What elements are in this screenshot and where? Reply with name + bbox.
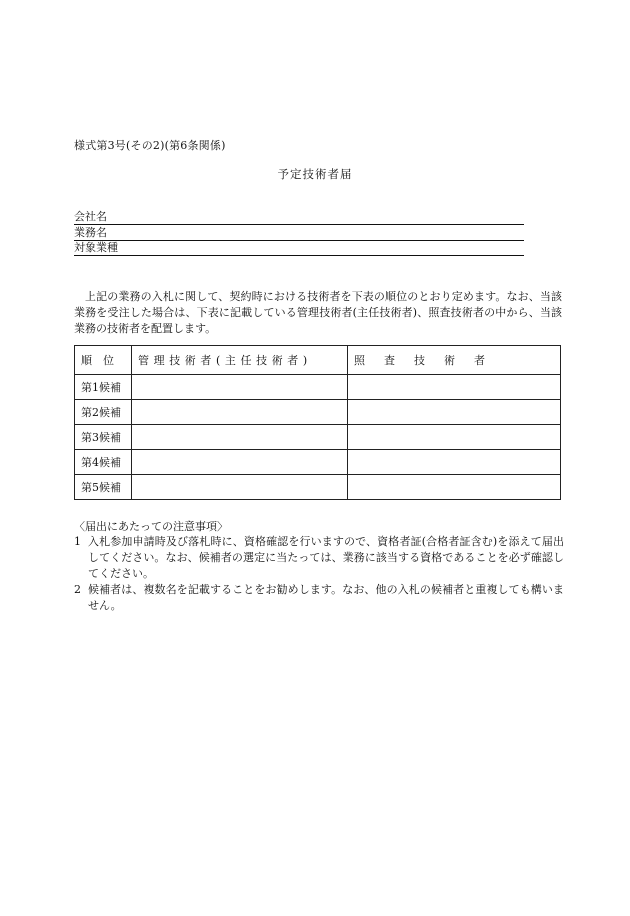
table-row bbox=[75, 450, 561, 475]
reviewer-cell[interactable] bbox=[348, 425, 561, 450]
header-rank bbox=[75, 346, 132, 375]
reviewer-cell[interactable] bbox=[348, 475, 561, 500]
note-text: 候補者は、複数名を記載することをお勧めします。なお、他の入札の候補者と重複しても構いません。 bbox=[88, 583, 564, 612]
company-name-label: 会社名 bbox=[74, 210, 107, 223]
manager-cell[interactable] bbox=[132, 375, 348, 400]
table-row bbox=[75, 400, 561, 425]
note-item bbox=[74, 582, 564, 614]
engineer-table bbox=[74, 345, 561, 500]
table-row bbox=[75, 375, 561, 400]
note-number: 2 bbox=[74, 583, 81, 596]
reviewer-cell[interactable] bbox=[348, 450, 561, 475]
business-category-field[interactable] bbox=[74, 240, 524, 256]
header-reviewer-label: 照 査 技 術 者 bbox=[354, 354, 489, 367]
rank-cell: 第1候補 bbox=[75, 375, 132, 400]
note-number: 1 bbox=[74, 535, 81, 548]
rank-cell: 第2候補 bbox=[75, 400, 132, 425]
notes-title: 〈届出にあたっての注意事項〉 bbox=[74, 520, 228, 533]
reviewer-cell[interactable] bbox=[348, 375, 561, 400]
note-text: 入札参加申請時及び落札時に、資格確認を行いますので、資格者証(合格者証含む)を添えて届出してください。なお、候補者の選定に当たっては、業務に該当する資格であることを必ず確認してください。 bbox=[88, 535, 564, 580]
header-manager bbox=[132, 346, 348, 375]
table-row bbox=[75, 475, 561, 500]
header-manager-label: 管理技術者(主任技術者) bbox=[138, 354, 312, 367]
header-rank-label: 順 位 bbox=[81, 354, 114, 367]
business-name-field[interactable] bbox=[74, 225, 524, 241]
intro-paragraph: 上記の業務の入札に関して、契約時における技術者を下表の順位のとおり定めます。なお、当該業務を受注した場合は、下表に記載している管理技術者(主任技術者)、照査技術者の中から、当該業務の技術者を配置します。 bbox=[74, 290, 562, 335]
document-title: 予定技術者届 bbox=[277, 167, 353, 181]
rank-cell: 第5候補 bbox=[75, 475, 132, 500]
rank-cell: 第4候補 bbox=[75, 450, 132, 475]
business-name-label: 業務名 bbox=[74, 226, 107, 239]
rank-cell: 第3候補 bbox=[75, 425, 132, 450]
note-item bbox=[74, 534, 564, 582]
company-name-field[interactable] bbox=[74, 209, 524, 225]
manager-cell[interactable] bbox=[132, 425, 348, 450]
form-number: 様式第3号(その2)(第6条関係) bbox=[74, 139, 226, 152]
header-reviewer bbox=[348, 346, 561, 375]
table-row bbox=[75, 425, 561, 450]
manager-cell[interactable] bbox=[132, 400, 348, 425]
table-header-row bbox=[75, 346, 561, 375]
reviewer-cell[interactable] bbox=[348, 400, 561, 425]
manager-cell[interactable] bbox=[132, 475, 348, 500]
manager-cell[interactable] bbox=[132, 450, 348, 475]
business-category-label: 対象業種 bbox=[74, 241, 118, 254]
